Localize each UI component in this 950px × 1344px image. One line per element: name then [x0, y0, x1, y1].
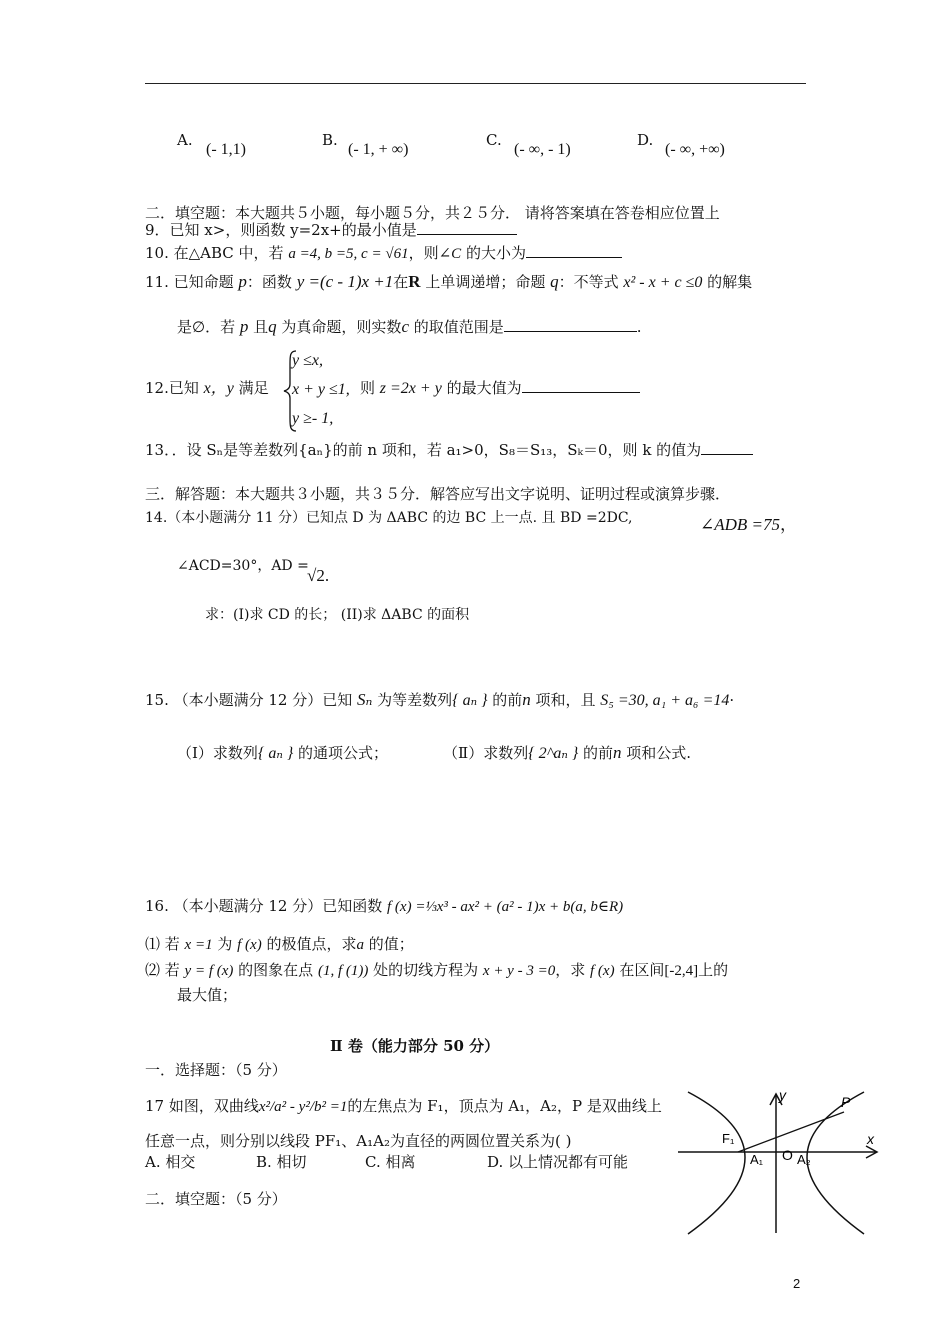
q16-s2e: 在区间: [614, 961, 665, 979]
header-rule: [145, 83, 806, 84]
q11-increasing: 上单调递增；命题: [420, 273, 551, 291]
q17-option-d: D. 以上情况都有可能: [487, 1153, 629, 1171]
q11-c: c: [401, 317, 409, 336]
q15-prefix: 15. （本小题满分 12 分）已知: [145, 691, 358, 709]
y-label: y: [779, 1088, 786, 1103]
q16-s2line: x + y - 3 =0: [482, 963, 556, 979]
part2-section2: 二．填空题：（5 分）: [145, 1190, 287, 1208]
q17-prefix: 17 如图，双曲线: [145, 1097, 259, 1115]
q9-text: 9．已知 x>，则函数 y=2x+的最小值是: [145, 221, 417, 239]
q16-sub2: [145, 960, 728, 981]
q14-line2: [177, 556, 309, 576]
q15-2-an: { 2^aₙ }: [528, 745, 579, 762]
choice-c-label: C.: [486, 131, 502, 149]
q12-objective-line: [360, 378, 640, 399]
q16-sub1: [145, 934, 414, 955]
q17-option-a: A. 相交: [145, 1153, 196, 1171]
q11-inequality: x² - x + c ≤0: [623, 274, 703, 291]
q16-s1x: x =1: [184, 937, 213, 953]
q11-tail: 的解集: [702, 273, 753, 291]
q12-prefix-line: [145, 378, 269, 399]
q11-colon1: ：函数: [246, 273, 297, 291]
q12-xy: x，y: [203, 380, 234, 397]
origin-label: O: [782, 1147, 793, 1163]
q10-prefix: 10. 在△ABC 中，若: [145, 244, 289, 262]
q16-line1: [145, 896, 623, 917]
q11-in: 在: [393, 273, 409, 291]
p-label: P: [841, 1094, 851, 1110]
question-11-line1: [145, 272, 752, 293]
hyperbola-figure: [676, 1088, 886, 1238]
q15-part1: [177, 743, 388, 764]
q15-dot: ·: [729, 691, 735, 709]
q17-mid: 的左焦点为 F₁，顶点为 A₁，A₂，P 是双曲线上: [347, 1097, 662, 1115]
choice-d-value: (- ∞, +∞): [665, 141, 725, 158]
q14-ask: 求：(I)求 CD 的长； (II)求 ΔABC 的面积: [205, 607, 470, 623]
q17-line1: [145, 1096, 662, 1117]
q12-objective: z =2x + y: [379, 380, 442, 397]
q14-sqrt2: √2: [307, 566, 325, 585]
q12-prefix: 12.已知: [145, 379, 204, 397]
q15-line1: [145, 690, 734, 711]
q14-comma: ，: [780, 515, 798, 535]
q17-option-c: C. 相离: [365, 1153, 416, 1171]
q16-s2pt: (1, f (1)): [317, 963, 369, 979]
q16-s2c: 处的切线方程为: [368, 961, 483, 979]
choice-b-label: B.: [322, 131, 338, 149]
q15-p1: （Ⅰ）求数列: [177, 744, 258, 762]
q11-colon2: ：不等式: [558, 273, 624, 291]
q12-answer-blank: [522, 378, 640, 393]
q11-l2b: ．若: [205, 318, 240, 336]
q12-then: 则: [360, 379, 380, 397]
a2-label: A₂: [797, 1152, 811, 1167]
q15-n2: n: [613, 743, 622, 762]
q16-sub2-line2: 最大值；: [177, 986, 238, 1004]
q12-satisfy: 满足: [233, 379, 269, 397]
question-9: [145, 220, 517, 240]
q11-p2: p: [239, 317, 249, 336]
page-number: 2: [793, 1276, 801, 1291]
q16-s2d: ，求: [555, 961, 590, 979]
q16-s1a: ⑴ 若: [145, 935, 185, 953]
q10-math: a =4, b =5, c = √61: [288, 246, 409, 262]
q11-q2: q: [268, 317, 277, 336]
q11-q: q: [550, 272, 559, 291]
q15-an: { aₙ }: [452, 692, 488, 709]
q12-suffix: 的最大值为: [441, 379, 522, 397]
q13-text: 13．．设 Sₙ是等差数列{aₙ}的前 n 项和，若 a₁>0，S₈＝S₁₃，Sₖ＝0，则 k 的值为: [145, 441, 702, 459]
q15-a: 为等差数列: [372, 691, 453, 709]
q15-p2: （Ⅱ）求数列: [443, 744, 529, 762]
q15-n: n: [522, 690, 531, 709]
q17-line2: 任意一点，则分别以线段 PF₁、A₁A₂为直径的两圆位置关系为( ): [145, 1132, 572, 1150]
q16-s1f: f (x): [237, 937, 262, 953]
q14-angle: [700, 515, 797, 535]
q16-s2g: 上的: [698, 961, 729, 979]
segment-pf1: [738, 1112, 844, 1152]
choice-a-value: (- 1,1): [206, 141, 246, 158]
q11-R: R: [408, 272, 421, 291]
part2-title: Ⅱ 卷（能力部分 50 分）: [330, 1037, 500, 1055]
q10-mid: ，则∠: [408, 244, 452, 262]
q14-angle-adb: ∠ADB =75: [700, 515, 781, 534]
q10-answer-blank: [526, 243, 622, 258]
q17-equation: x²/a² - y²/b² =1: [258, 1099, 348, 1115]
q16-s2f: f (x): [590, 963, 615, 979]
question-13: [145, 440, 753, 460]
q12-constraint-3: y ≥- 1,: [292, 410, 334, 427]
q17-option-b: B. 相切: [256, 1153, 307, 1171]
choice-d-label: D.: [637, 131, 654, 149]
q15-condition: S₅ =30, a₁ + a₆ =14: [600, 692, 730, 709]
q11-l2a: 是: [177, 318, 193, 336]
section3-heading: 三．解答题：本大题共３小题，共３５分．解答应写出文字说明、证明过程或演算步骤．: [145, 485, 731, 503]
q11-function: y =(c - 1)x +1: [296, 272, 394, 291]
q12-constraint-2: x + y ≤1,: [292, 381, 350, 398]
q10-suffix: 的大小为: [461, 244, 526, 262]
choice-a-label: A.: [177, 131, 193, 149]
right-branch: [807, 1092, 864, 1234]
q16-s1a2: a: [356, 937, 364, 953]
question-10: [145, 243, 622, 264]
section2-heading: 二．填空题：本大题共５小题，每小题５分，共２５分． 请将答案填在答卷相应位置上: [145, 204, 720, 222]
q16-s2y: y = f (x): [184, 963, 234, 979]
x-label: x: [867, 1131, 874, 1147]
q11-l2d: 为真命题，则实数: [276, 318, 402, 336]
q13-answer-blank: [701, 440, 753, 455]
q14-angle-acd: ∠ACD=30°，AD =: [177, 558, 309, 574]
q11-l2e: 的取值范围是: [408, 318, 504, 336]
q14-sqrt2-line: [307, 566, 329, 586]
q11-empty-set: ∅: [192, 320, 206, 336]
q11-p: p: [238, 272, 247, 291]
a1-label: A₁: [750, 1152, 764, 1167]
q14-line1: 14.（本小题满分 11 分）已知点 D 为 ΔABC 的边 BC 上一点. 且 BD =2DC,: [145, 510, 633, 526]
q16-s1c: 的极值点，求: [261, 935, 357, 953]
q11-prefix: 11. 已知命题: [145, 273, 239, 291]
question-11-line2: [177, 317, 642, 338]
q16-s2b: 的图象在点: [233, 961, 318, 979]
q15-c: 项和，且: [530, 691, 601, 709]
f1-label: F₁: [722, 1131, 735, 1146]
q15-Sn: Sₙ: [357, 690, 373, 709]
part2-section1: 一．选择题：（5 分）: [145, 1061, 287, 1079]
choice-c-value: (- ∞, - 1): [514, 141, 571, 158]
q15-p1b: 的通项公式；: [293, 744, 388, 762]
q11-end: .: [636, 318, 642, 336]
q15-p2c: 项和公式.: [621, 744, 692, 762]
q15-part2: [443, 743, 691, 764]
q15-b: 的前: [487, 691, 523, 709]
q15-p2b: 的前: [578, 744, 614, 762]
q11-answer-blank: [504, 317, 637, 332]
q16-s2a: ⑵ 若: [145, 961, 185, 979]
q16-s1b: 为: [212, 935, 238, 953]
q15-an2: { aₙ }: [257, 745, 294, 762]
q9-answer-blank: [417, 220, 517, 235]
choice-b-value: (- 1, + ∞): [348, 141, 409, 158]
q14-period: .: [324, 566, 330, 585]
q11-l2c: 且: [248, 318, 269, 336]
left-branch: [688, 1092, 745, 1234]
q12-constraint-1: y ≤x,: [292, 352, 323, 369]
q16-s2int: [-2,4]: [664, 963, 699, 979]
q10-angle: C: [451, 246, 462, 262]
q16-prefix: 16. （本小题满分 12 分）已知函数: [145, 897, 388, 915]
q16-function: f (x) =⅓x³ - ax² + (a² - 1)x + b(a, b∈R): [387, 899, 624, 915]
q16-s1d: 的值；: [363, 935, 414, 953]
